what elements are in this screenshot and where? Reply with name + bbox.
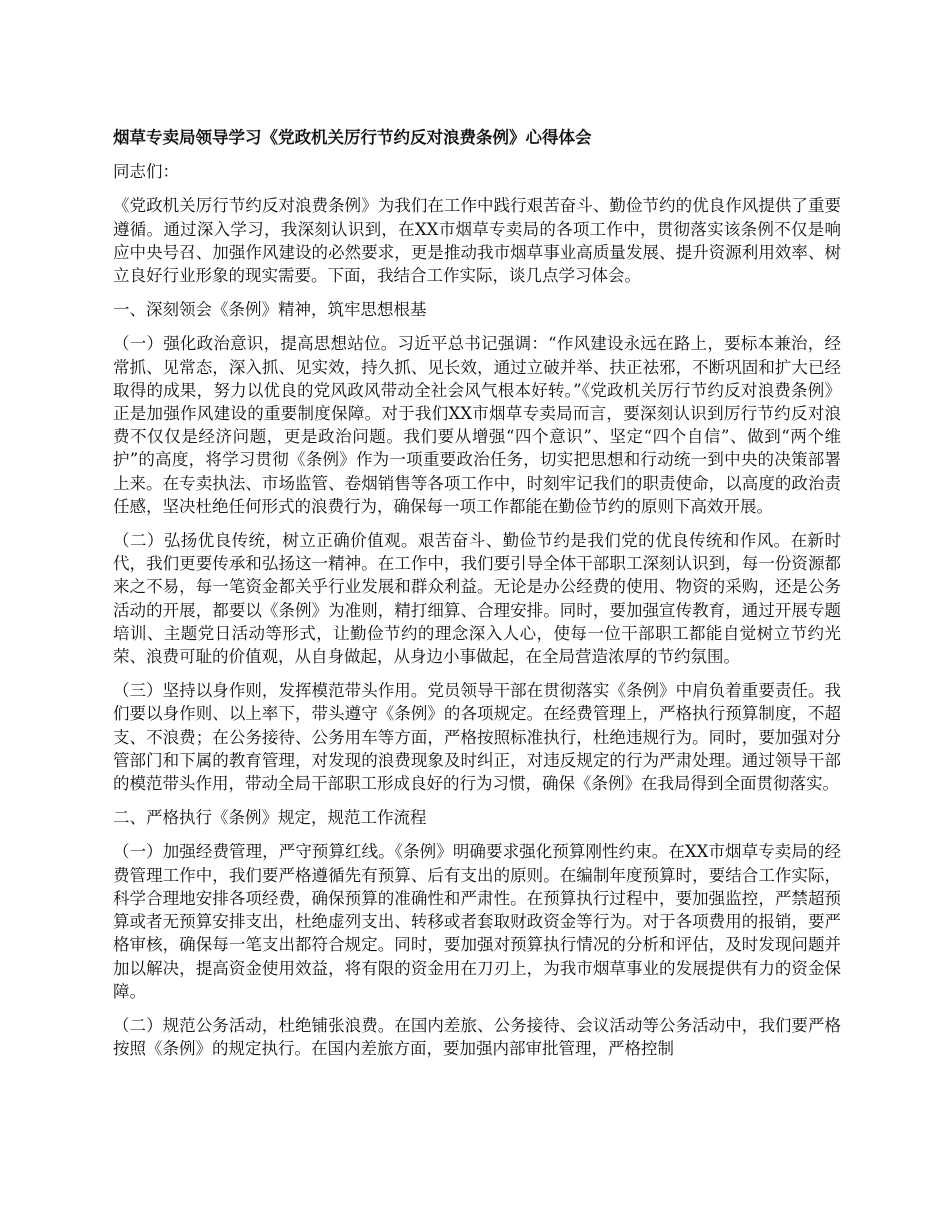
section-heading-2: 二、严格执行《条例》规定，规范工作流程	[113, 808, 427, 828]
intro-paragraph: 《党政机关厉行节约反对浪费条例》为我们在工作中践行艰苦奋斗、勤俭节约的优良作风提供了重要遵循。通过深入学习，我深刻认识到，在XX市烟草专卖局的各项工作中，贯彻落实该条例不仅是响应中央号召、加强作风建设的必然要求，更是推动我市烟草事业高质量发展、提升资源利用效率、树立良好行业形象的现实需要。下面，我结合工作实际，谈几点学习体会。	[113, 196, 841, 286]
document-title: 烟草专卖局领导学习《党政机关厉行节约反对浪费条例》心得体会	[113, 128, 592, 147]
salutation: 同志们：	[113, 162, 179, 182]
document-page	[113, 126, 841, 1071]
section-heading-1: 一、深刻领会《条例》精神，筑牢思想根基	[113, 300, 427, 320]
paragraph: （一）加强经费管理，严守预算红线。《条例》明确要求强化预算刚性约束。在XX市烟草专卖局的经费管理工作中，我们要严格遵循先有预算、后有支出的原则。在编制年度预算时，要结合工作实际，科学合理地安排各项经费，确保预算的准确性和严肃性。在预算执行过程中，要加强监控，严禁超预算或者无预算安排支出，杜绝虚列支出、转移或者套取财政资金等行为。对于各项费用的报销，要严格审核，确保每一笔支出都符合规定。同时，要加强对预算执行情况的分析和评估，及时发现问题并加以解决，提高资金使用效益，将有限的资金用在刀刃上，为我市烟草事业的发展提供有力的资金保障。	[113, 842, 841, 1001]
paragraph: （三）坚持以身作则，发挥模范带头作用。党员领导干部在贯彻落实《条例》中肩负着重要责任。我们要以身作则、以上率下，带头遵守《条例》的各项规定。在经费管理上，严格执行预算制度，不超支、不浪费；在公务接待、公务用车等方面，严格按照标准执行，杜绝违规行为。同时，要加强对分管部门和下属的教育管理，对发现的浪费现象及时纠正，对违反规定的行为严肃处理。通过领导干部的模范带头作用，带动全局干部职工形成良好的行为习惯，确保《条例》在我局得到全面贯彻落实。	[113, 681, 841, 794]
paragraph: （二）弘扬优良传统，树立正确价值观。艰苦奋斗、勤俭节约是我们党的优良传统和作风。在新时代，我们更要传承和弘扬这一精神。在工作中，我们要引导全体干部职工深刻认识到，每一份资源都来之不易，每一笔资金都关乎行业发展和群众利益。无论是办公经费的使用、物资的采购，还是公务活动的开展，都要以《条例》为准则，精打细算、合理安排。同时，要加强宣传教育，通过开展专题培训、主题党日活动等形式，让勤俭节约的理念深入人心，使每一位干部职工都能自觉树立节约光荣、浪费可耻的价值观，从自身做起，从身边小事做起，在全局营造浓厚的节约氛围。	[113, 531, 841, 667]
paragraph: （一）强化政治意识，提高思想站位。习近平总书记强调：“作风建设永远在路上，要标本兼治，经常抓、见常态，深入抓、见实效，持久抓、见长效，通过立破并举、扶正祛邪，不断巩固和扩大已经取得的成果，努力以优良的党风政风带动全社会风气根本好转。”《党政机关厉行节约反对浪费条例》正是加强作风建设的重要制度保障。对于我们XX市烟草专卖局而言，要深刻认识到厉行节约反对浪费不仅仅是经济问题，更是政治问题。我们要从增强“四个意识”、坚定“四个自信”、做到“两个维护”的高度，将学习贯彻《条例》作为一项重要政治任务，切实把思想和行动统一到中央的决策部署上来。在专卖执法、市场监管、卷烟销售等各项工作中，时刻牢记我们的职责使命，以高度的政治责任感，坚决杜绝任何形式的浪费行为，确保每一项工作都能在勤俭节约的原则下高效开展。	[113, 334, 841, 516]
paragraph: （二）规范公务活动，杜绝铺张浪费。在国内差旅、公务接待、会议活动等公务活动中，我们要严格按照《条例》的规定执行。在国内差旅方面，要加强内部审批管理，严格控制	[113, 1015, 841, 1059]
